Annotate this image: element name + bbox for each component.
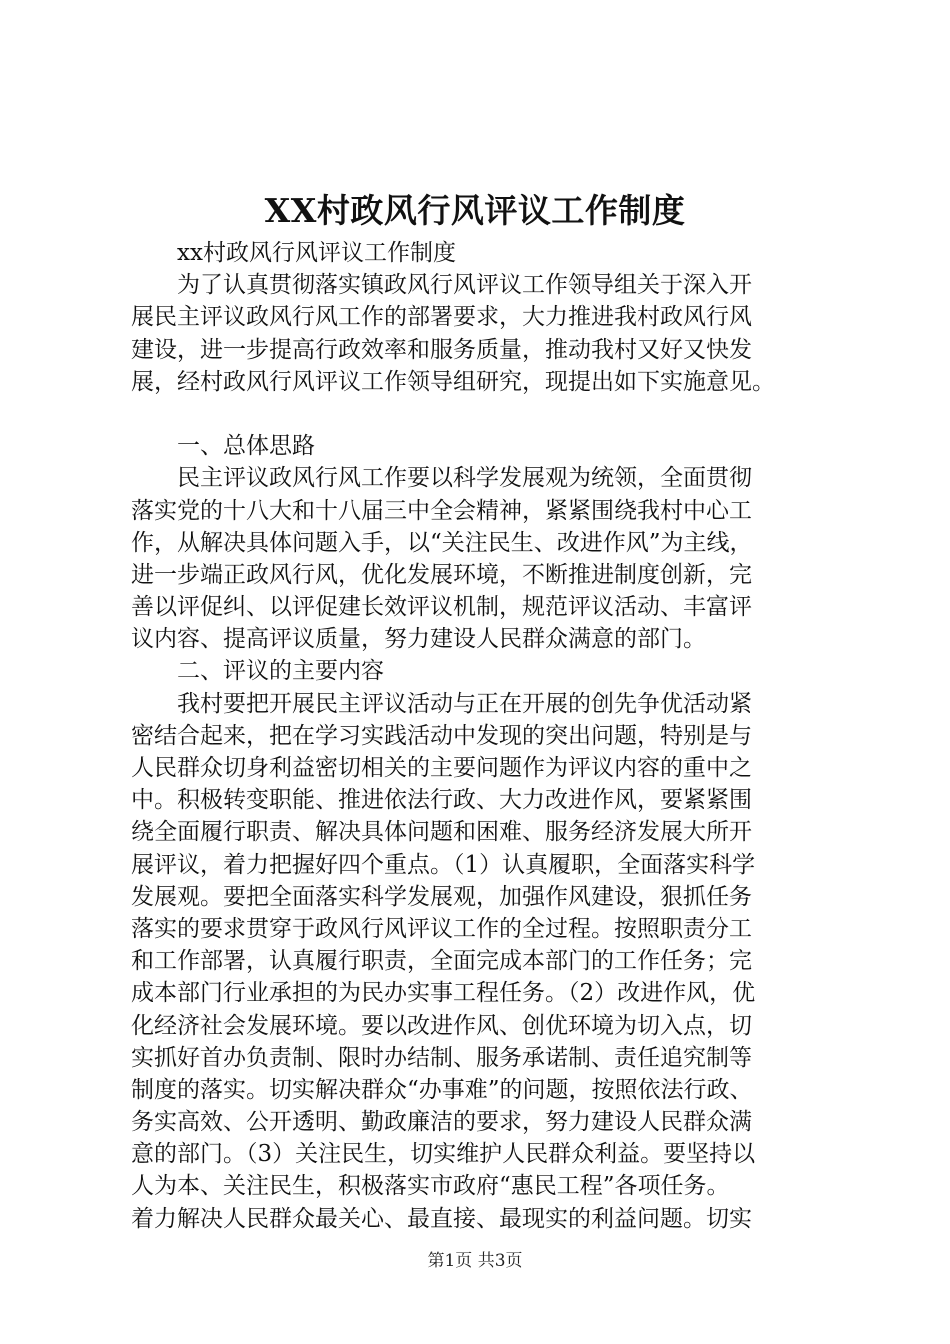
text-line: 和工作部署，认真履行职责，全面完成本部门的工作任务；完 [131, 948, 752, 975]
text-line: 落实的要求贯穿于政风行风评议工作的全过程。按照职责分工 [131, 915, 752, 942]
text-line: 进一步端正政风行风，优化发展环境，不断推进制度创新，完 [131, 561, 752, 588]
text-line: 民主评议政风行风工作要以科学发展观为统领，全面贯彻 [131, 465, 752, 492]
text-line: 人为本、关注民生，积极落实市政府“惠民工程”各项任务。 [131, 1173, 730, 1200]
text-line: 一、总体思路 [131, 433, 315, 460]
text-line: 绕全面履行职责、解决具体问题和困难、服务经济发展大所开 [131, 819, 752, 846]
text-line: 意的部门。（3）关注民生，切实维护人民群众利益。要坚持以 [131, 1141, 756, 1168]
text-line: 化经济社会发展环境。要以改进作风、创优环境为切入点，切 [131, 1012, 752, 1039]
text-line: 善以评促纠、以评促建长效评议机制，规范评议活动、丰富评 [131, 594, 752, 621]
text-line: 建设，进一步提高行政效率和服务质量，推动我村又好又快发 [131, 336, 752, 363]
text-line: 二、评议的主要内容 [131, 658, 384, 685]
text-line: 作，从解决具体问题入手，以“关注民生、改进作风”为主线， [131, 529, 753, 556]
text-line: 制度的落实。切实解决群众“办事难”的问题，按照依法行政、 [131, 1076, 753, 1103]
text-line: 展评议，着力把握好四个重点。（1）认真履职，全面落实科学 [131, 851, 756, 878]
text-line: 为了认真贯彻落实镇政风行风评议工作领导组关于深入开 [131, 272, 752, 299]
text-line: 展，经村政风行风评议工作领导组研究，现提出如下实施意见。 [131, 368, 775, 395]
text-line: 议内容、提高评议质量，努力建设人民群众满意的部门。 [131, 626, 706, 653]
text-line: 务实高效、公开透明、勤政廉洁的要求，努力建设人民群众满 [131, 1109, 752, 1136]
text-line: 中。积极转变职能、推进依法行政、大力改进作风，要紧紧围 [131, 787, 752, 814]
blank-line [131, 398, 831, 430]
text-line: xx村政风行风评议工作制度 [131, 240, 456, 266]
text-line: 成本部门行业承担的为民办实事工程任务。（2）改进作风，优 [131, 980, 756, 1007]
text-line: 人民群众切身利益密切相关的主要问题作为评议内容的重中之 [131, 755, 752, 781]
page-footer: 第1页 共3页 [427, 1251, 523, 1271]
text-line: 发展观。要把全面落实科学发展观，加强作风建设，狠抓任务 [131, 883, 752, 910]
text-line: 着力解决人民群众最关心、最直接、最现实的利益问题。切实 [131, 1205, 752, 1232]
text-line: 落实党的十八大和十八届三中全会精神，紧紧围绕我村中心工 [131, 497, 752, 524]
document-body [131, 237, 831, 1235]
text-line: 密结合起来，把在学习实践活动中发现的突出问题，特别是与 [131, 722, 752, 749]
text-line: 实抓好首办负责制、限时办结制、服务承诺制、责任追究制等 [131, 1044, 752, 1071]
text-line: 展民主评议政风行风工作的部署要求，大力推进我村政风行风 [131, 304, 752, 331]
document-title: XX村政风行风评议工作制度 [264, 191, 686, 230]
text-line: 我村要把开展民主评议活动与正在开展的创先争优活动紧 [131, 690, 752, 717]
